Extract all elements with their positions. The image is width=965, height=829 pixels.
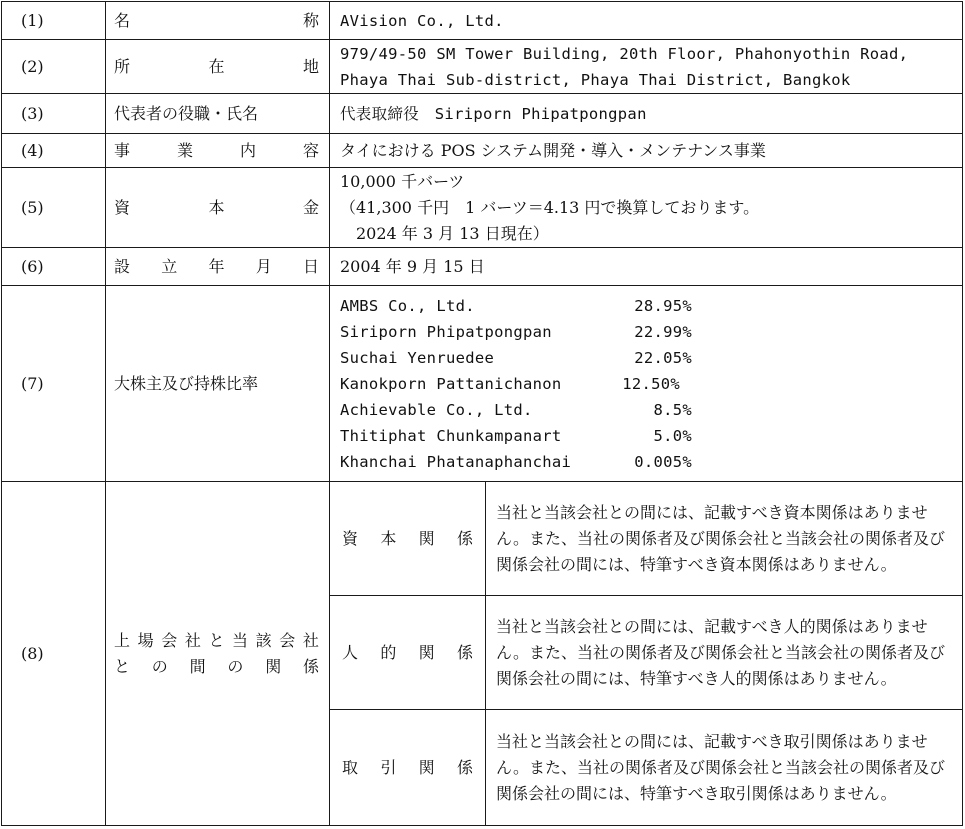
relation-label: 人 的 関 係	[342, 642, 473, 662]
row-number: (6)	[2, 248, 106, 286]
row-name	[2, 2, 963, 40]
row-number: (4)	[2, 134, 106, 168]
row-representative	[2, 94, 963, 134]
shareholder-row: AMBS Co., Ltd. 28.95%	[340, 296, 692, 315]
company-overview-table	[1, 1, 963, 826]
row-shareholders	[2, 286, 963, 482]
row-label: 事 業 内 容	[114, 140, 319, 160]
shareholder-row: Thitiphat Chunkampanart 5.0%	[340, 426, 692, 445]
relation-label: 資 本 関 係	[342, 528, 473, 548]
row-number: (8)	[2, 482, 106, 826]
relation-label: 取 引 関 係	[342, 757, 473, 777]
shareholders-value	[330, 286, 963, 482]
row-relationship-capital	[2, 482, 963, 596]
relation-text: 当社と当該会社との間には、記載すべき取引関係はありません。また、当社の関係者及び関係会社と当該会社の関係者及び関係会社の間には、特筆すべき取引関係はありません。	[486, 710, 963, 826]
row-business	[2, 134, 963, 168]
established-value: 2004 年 9 月 15 日	[330, 248, 963, 286]
row-label: 設 立 年 月 日	[114, 256, 319, 276]
row-label: 名 称	[114, 10, 319, 30]
shareholder-row: Suchai Yenruedee 22.05%	[340, 348, 692, 367]
shareholder-row: Kanokporn Pattanichanon 12.50%	[340, 374, 680, 393]
row-number: (7)	[2, 286, 106, 482]
row-number: (5)	[2, 168, 106, 248]
relation-text: 当社と当該会社との間には、記載すべき資本関係はありません。また、当社の関係者及び関係会社と当該会社の関係者及び関係会社の間には、特筆すべき資本関係はありません。	[486, 482, 963, 596]
row-established	[2, 248, 963, 286]
row-label: 大株主及び持株比率	[106, 286, 330, 482]
row-number: (1)	[2, 2, 106, 40]
row-label: 上 場 会 社 と 当 該 会 社	[114, 630, 319, 650]
row-capital	[2, 168, 963, 248]
shareholder-row: Khanchai Phatanaphanchai 0.005%	[340, 452, 692, 471]
row-number: (3)	[2, 94, 106, 134]
row-number: (2)	[2, 40, 106, 94]
relation-text: 当社と当該会社との間には、記載すべき人的関係はありません。また、当社の関係者及び関係会社と当該会社の関係者及び関係会社の間には、特筆すべき人的関係はありません。	[486, 596, 963, 710]
shareholder-row: Siriporn Phipatpongpan 22.99%	[340, 322, 692, 341]
row-label: 資 本 金	[114, 197, 319, 217]
shareholder-row: Achievable Co., Ltd. 8.5%	[340, 400, 692, 419]
row-address	[2, 40, 963, 94]
company-name-value: AVision Co., Ltd.	[330, 2, 963, 40]
representative-value: 代表取締役 Siriporn Phipatpongpan	[330, 94, 963, 134]
row-label: 所 在 地	[114, 56, 319, 76]
business-value: タイにおける POS システム開発・導入・メンテナンス事業	[330, 134, 963, 168]
row-label: 代表者の役職・氏名	[106, 94, 330, 134]
row-label: と の 間 の 関 係	[114, 656, 319, 676]
capital-value: 10,000 千バーツ （41,300 千円 1 バーツ＝4.13 円で換算しております。 2024 年 3 月 13 日現在）	[330, 168, 963, 248]
address-value: 979/49-50 SM Tower Building, 20th Floor, Phahonyothin Road, Phaya Thai Sub-district, Phaya Thai District, Bangkok	[330, 40, 963, 94]
